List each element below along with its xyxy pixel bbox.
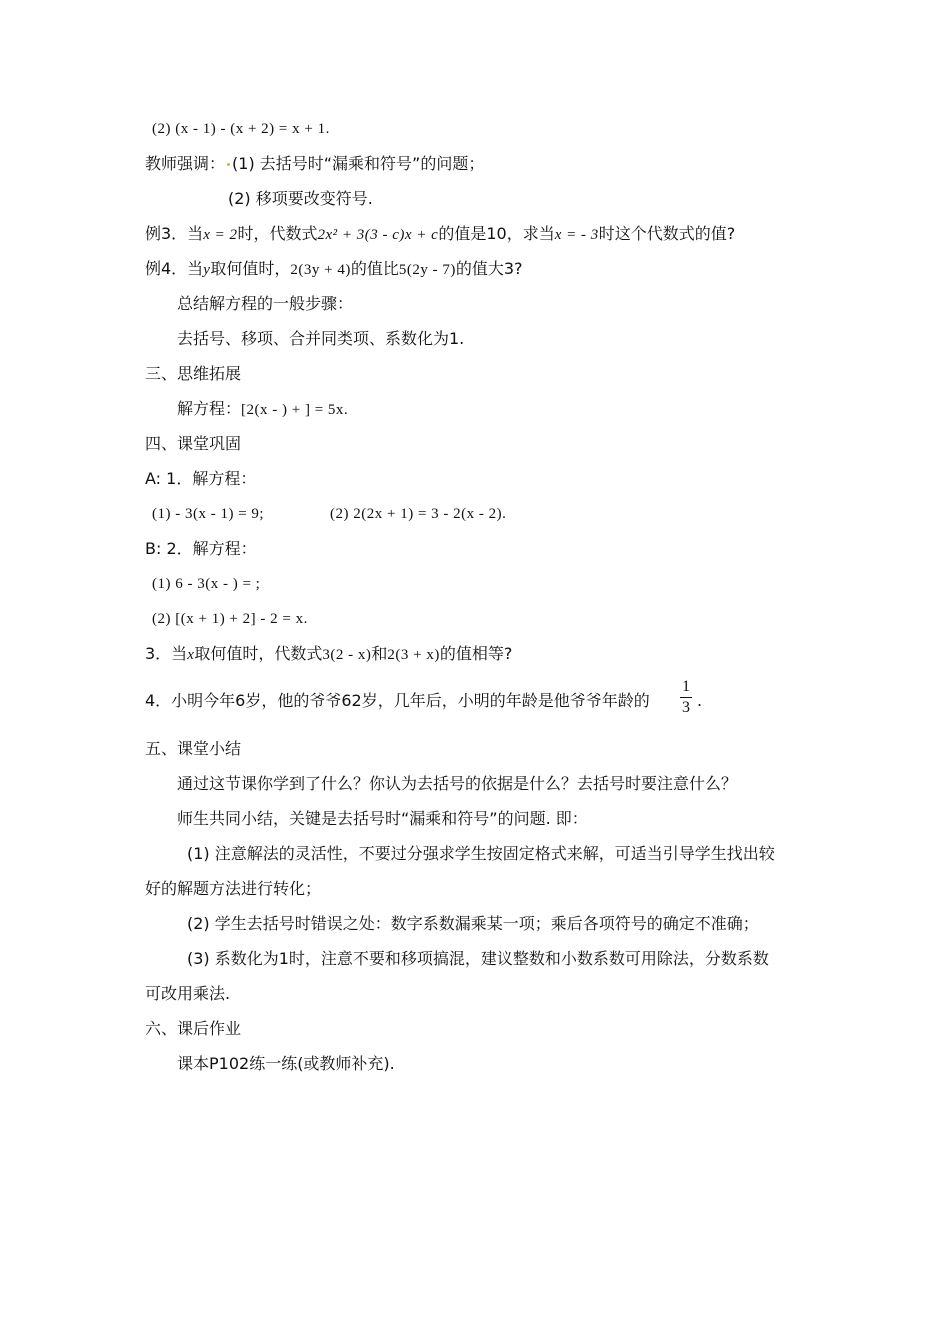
section-heading-6: 六、课后作业: [145, 1019, 242, 1038]
summary-steps: 去括号、移项、合并同类项、系数化为1.: [177, 329, 465, 348]
text: 解方程：: [177, 399, 242, 418]
text: 的值相等?: [439, 644, 513, 663]
math: x = 2: [203, 227, 238, 243]
section-heading-5: 五、课堂小结: [145, 739, 242, 758]
math: x = - 3: [554, 227, 599, 243]
homework-line: 课本P102练一练(或教师补充).: [177, 1054, 395, 1073]
equation-line: (2) (x - 1) - (x + 2) = x + 1.: [152, 121, 330, 137]
math: [2(x - ) + ] = 5x.: [241, 402, 349, 418]
math: 5(2y - 7): [398, 262, 456, 278]
fraction-denominator: 3: [682, 699, 690, 716]
text: 时，代数式: [237, 224, 318, 243]
teacher-emphasis: [145, 153, 484, 175]
text: 例4．当: [145, 259, 204, 278]
section-heading-4: 四、课堂巩固: [145, 434, 242, 453]
mark-dot-icon: [227, 163, 230, 166]
summary-question: 通过这节课你学到了什么？你认为去括号的依据是什么？去括号时要注意什么？: [177, 774, 738, 793]
exercise-4: 4．小明今年6岁，他的爷爷62岁，几年后，小明的年龄是他爷爷年龄的: [145, 691, 650, 710]
emphasis-point-2: (2) 移项要改变符号.: [228, 189, 373, 208]
math: x: [187, 647, 195, 663]
exercise-4-end: .: [697, 691, 703, 710]
text: 取何值时，: [210, 259, 291, 278]
text: 的值大3?: [455, 259, 523, 278]
math: 3(2 - x): [322, 647, 372, 663]
exercise-3: [145, 643, 512, 666]
text: 取何值时，代数式: [194, 644, 323, 663]
summary-point-1-cont: 好的解题方法进行转化；: [145, 879, 322, 898]
math: y: [203, 262, 211, 278]
exercise-b-2-part-2: (2) [(x + 1) + 2] - 2 = x.: [152, 611, 308, 627]
fraction-numerator: 1: [682, 678, 690, 695]
text: 3．当: [145, 644, 188, 663]
summary-point-2: (2) 学生去括号时错误之处：数字系数漏乘某一项；乘后各项符号的确定不准确；: [187, 914, 759, 933]
text: 的值比: [350, 259, 399, 278]
exercise-b-2-part-1: (1) 6 - 3(x - ) = ;: [152, 576, 261, 592]
exercise-b-2: B: 2．解方程：: [145, 539, 257, 558]
example-4: [145, 258, 523, 281]
text: 时这个代数式的值?: [598, 224, 736, 243]
summary-point-3: (3) 系数化为1时，注意不要和移项搞混，建议整数和小数系数可用除法，分数系数: [187, 949, 769, 968]
math: 2(3y + 4): [290, 262, 351, 278]
summary-point-1: (1) 注意解法的灵活性，不要过分强求学生按固定格式来解，可适当引导学生找出较: [187, 844, 775, 863]
summary-intro: 师生共同小结，关键是去括号时“漏乘和符号”的问题. 即：: [177, 809, 588, 828]
fraction-bar: [680, 697, 692, 698]
text: 的值是10，求当: [438, 224, 555, 243]
exercise-a-1-part-1: (1) - 3(x - 1) = 9;: [152, 506, 265, 522]
text: 例3．当: [145, 224, 204, 243]
exercise-a-1: A: 1．解方程：: [145, 469, 257, 488]
emphasis-label: 教师强调：: [145, 154, 226, 173]
math: 2x² + 3(3 - c)x + c: [317, 227, 439, 243]
math: 2(3 + x): [387, 647, 440, 663]
fraction-one-third: [680, 678, 692, 717]
summary-heading: 总结解方程的一般步骤：: [177, 294, 354, 313]
extension-problem: [177, 398, 348, 421]
emphasis-point-1: (1) 去括号时“漏乘和符号”的问题；: [232, 154, 485, 173]
summary-point-3-cont: 可改用乘法.: [145, 984, 231, 1003]
text: 和: [371, 644, 388, 663]
exercise-a-1-part-2: (2) 2(2x + 1) = 3 - 2(x - 2).: [330, 506, 507, 522]
section-heading-3: 三、思维拓展: [145, 364, 242, 383]
example-3: [145, 223, 735, 246]
